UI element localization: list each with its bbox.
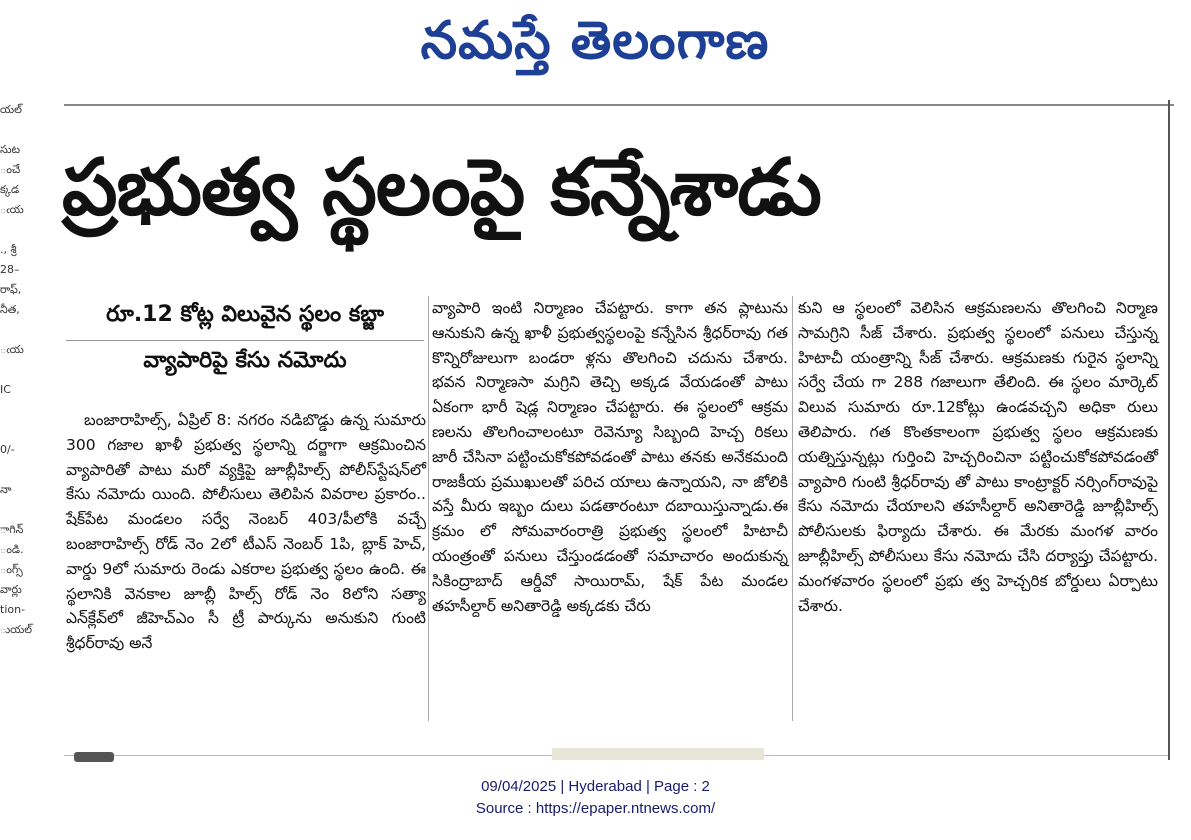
- strip-line: [0, 420, 28, 440]
- next-article-image: [552, 748, 764, 760]
- strip-line: నీత,: [0, 303, 20, 316]
- article-column-3: [798, 296, 1158, 720]
- source-link[interactable]: Source : https://epaper.ntnews.com/: [475, 800, 716, 817]
- strip-line: [0, 400, 28, 420]
- column-divider: [792, 296, 793, 721]
- subhead-divider: [66, 340, 424, 341]
- strip-line: ., శ్రీ: [0, 243, 17, 256]
- strip-line: 0/-: [0, 443, 15, 456]
- strip-line: ఁయ: [0, 203, 24, 216]
- strip-line: సుట: [0, 143, 21, 156]
- article-subhead-2: వ్యాపారిపై కేసు నమోదు: [143, 348, 347, 373]
- strip-line: [0, 460, 28, 480]
- strip-line: [0, 320, 28, 340]
- byline-icon: [74, 752, 114, 762]
- strip-line: ాగిన్: [0, 523, 24, 536]
- strip-line: [0, 120, 28, 140]
- newspaper-masthead: నమస్తే తెలంగాణ: [420, 11, 770, 71]
- column-text: వ్యాపారి ఇంటి నిర్మాణం చేపట్టారు. కాగా తన ప్లాటును ఆనుకుని ఉన్న ఖాళీ ప్రభుత్వస్థలంపై కన్నేసిన శ్రీధర్‌రావు గత కొన్నిరోజులుగా బండరా ళ్లను తొలగించి చదును చేశారు. భవన నిర్మాణసా మగ్రిని తెచ్చి అక్కడ వేయడంతో పాటు ఏకంగా భారీ షెడ్ల నిర్మాణం చేపట్టారు. ఈ స్థలంలో ఆక్రమ ణలను తొలగించాలంటూ రెవెన్యూ సిబ్బంది హెచ్చ రికలు జారీ చేసినా పట్టించుకోకపోవడంతో పాటు తనకు అనేకమంది రాజకీయ ప్రముఖులతో పరిచ యాలు ఉన్నాయని, నా జోలికి వస్తే మీరు ఇబ్బం దులు పడతారంటూ దబాయిస్తున్నాడు.ఈ క్రమం లో సోమవారంరాత్రి ప్రభుత్వ స్థలంలో హిటాచీ యంత్రంతో పనులు చేస్తుండడంతో సమాచారం అందుకున్న సికింద్రాబాద్ ఆర్డీవో సాయిరామ్, షేక్ పేట మండల తహసీల్దార్ అనితారెడ్డి అక్కడకు చేరు: [432, 299, 788, 615]
- strip-line: ంచే: [0, 163, 21, 176]
- strip-line: ుయల్: [0, 623, 33, 636]
- column-text: బంజారాహిల్స్, ఏప్రిల్ 8: నగరం నడిబొడ్డు ఉన్న సుమారు 300 గజాల ఖాళీ ప్రభుత్వ స్థలాన్ని దర్జాగా ఆక్రమించిన వ్యాపారితో పాటు మరో వ్యక్తిపై జూబ్లీహిల్స్ పోలీస్‌స్టేషన్‌లో కేసు నమోదు యింది. పోలీసులు తెలిపిన వివరాల ప్రకారం.. షేక్‌పేట మండలం సర్వే నెంబర్ 403/పీలోకి వచ్చే బంజారాహిల్స్ రోడ్ నెం 2లో టీఎస్ నెంబర్ 1పి, బ్లాక్ హెచ్, వార్డు 9లో సుమారు రెండు ఎకరాల ప్రభుత్వ స్థలం ఉంది. ఈ స్థలానికి వెనకాల జూబ్లీ హిల్స్ రోడ్ నెం 8లోని సత్యా ఎన్‌క్లేవ్‌లో జీహెచ్‌ఎం సీ ట్రీ పార్కును అనుకుని గుంటి శ్రీధర్‌రావు అనే: [66, 411, 426, 653]
- article-column-2: [432, 296, 788, 720]
- strip-line: ంగ్స్: [0, 563, 23, 576]
- strip-line: tion-: [0, 603, 26, 616]
- strip-line: క్కడ: [0, 183, 20, 196]
- strip-line: ండి.: [0, 543, 24, 556]
- article-headline: ప్రభుత్వ స్థలంపై కన్నేశాడు: [62, 143, 821, 233]
- strip-line: IC: [0, 383, 11, 396]
- strip-line: నా: [0, 483, 12, 496]
- strip-line: ఁయ: [0, 343, 24, 356]
- column-divider: [428, 296, 429, 721]
- strip-line: 28–: [0, 263, 20, 276]
- column-text: కుని ఆ స్థలంలో వెలిసిన ఆక్రమణలను తొలగించి నిర్మాణ సామగ్రిని సీజ్ చేశారు. ప్రభుత్వ స్థలంలో పనులు చేస్తున్న హిటాచీ యంత్రాన్ని సీజ్ చేశారు. ఆక్రమణకు గురైన స్థలాన్ని సర్వే చేయ గా 288 గజాలుగా తేలింది. ఈ స్థలం మార్కెట్ విలువ సుమారు రూ.12కోట్లు ఉండవచ్చని అధికా రులు తెలిపారు. గత కొంతకాలంగా ప్రభుత్వ స్థలం ఆక్రమణకు యత్నిస్తున్నట్లు గుర్తించి హెచ్చరించినా పట్టించుకోకపోవడంతో వ్యాపారి గుంటి శ్రీధర్‌రావు తో పాటు కాంట్రాక్టర్ నర్సింగ్‌రావుపై కేసు నమోదు చేయాలని తహసీల్దార్ అనితారెడ్డి జూబ్లీహిల్స్ పోలీసులకు ఫిర్యాదు చేశారు. ఈ మేరకు మంగళ వారం జూబ్లీహిల్స్ పోలీసులు కేసు నమోదు చేసి దర్యాప్తు చేపట్టారు. మంగళవారం స్థలంలో ప్రభు త్వ హెచ్చరిక బోర్డులు ఏర్పాటు చేశారు.: [798, 299, 1158, 615]
- strip-line: రాఫ్,: [0, 283, 22, 296]
- top-divider: [64, 104, 1174, 106]
- article-subhead-1: రూ.12 కోట్ల విలువైన స్థలం కబ్జా: [106, 302, 384, 327]
- strip-line: [0, 220, 28, 240]
- article-column-1: [66, 408, 426, 718]
- strip-line: వార్లు: [0, 583, 22, 596]
- adjacent-column-strip: [0, 100, 33, 760]
- strip-line: యల్: [0, 103, 22, 116]
- edition-info: 09/04/2025 | Hyderabad | Page : 2: [481, 778, 710, 795]
- strip-line: [0, 360, 28, 380]
- strip-line: [0, 500, 28, 520]
